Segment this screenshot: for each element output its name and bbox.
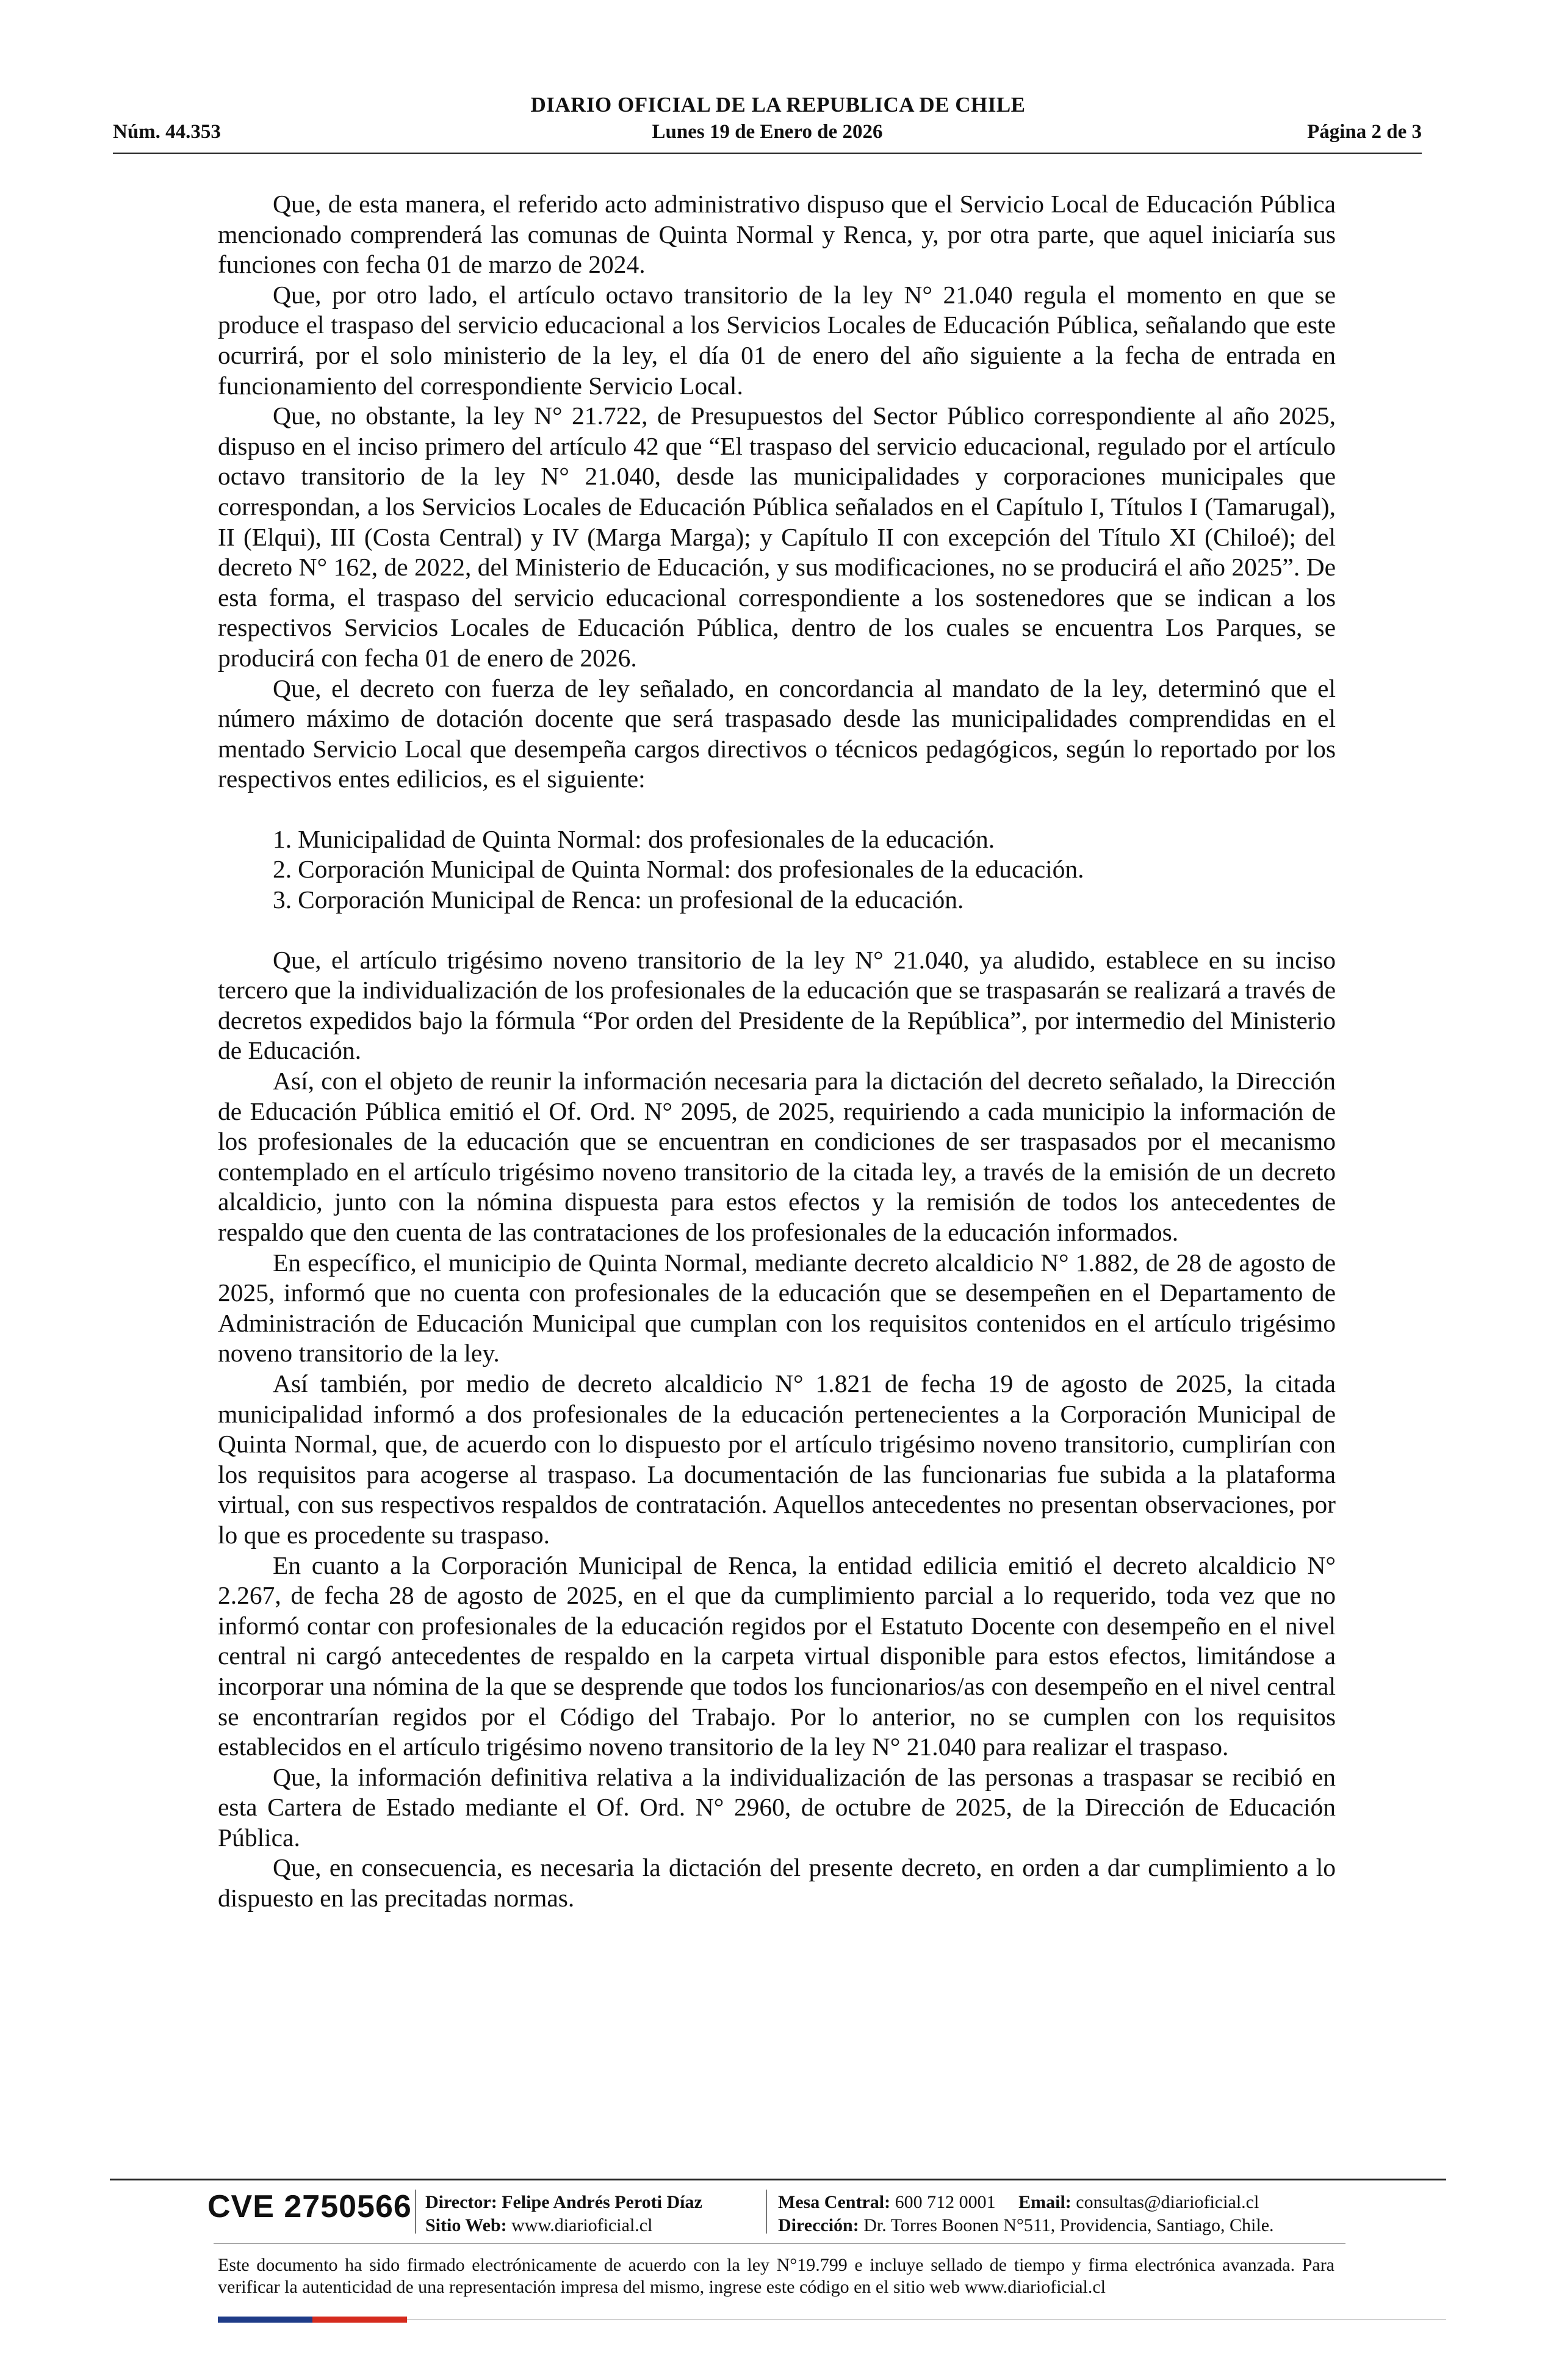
header-row — [113, 121, 1422, 148]
paragraph: Que, por otro lado, el artículo octavo transitorio de la ley N° 21.040 regula el momento en que se produce el traspaso del servicio educacional a los Servicios Locales de Educación Pública, señalando que este ocurrirá, por el solo ministerio de la ley, el día 01 de enero del año siguiente a la fecha de entrada en funcionamiento del correspondiente Servicio Local. — [218, 280, 1336, 400]
list-item — [273, 854, 1336, 885]
issue-date: Lunes 19 de Enero de 2026 — [652, 121, 883, 143]
gazette-title: DIARIO OFICIAL DE LA REPUBLICA DE CHILE — [530, 93, 1026, 117]
paragraph: Así, con el objeto de reunir la información necesaria para la dictación del decreto señalado, la Dirección de Educación Pública emitió el Of. Ord. N° 2095, de 2025, requiriendo a cada municipio la información de los profesionales de la educación que se encuentran en condiciones de ser traspasados por el mecanismo contemplado en el artículo trigésimo noveno transitorio de la citada ley, a través de la emisión de un decreto alcaldicio, junto con la nómina dispuesta para estos efectos y la remisión de todos los antecedentes de respaldo que den cuenta de las contrataciones de los profesionales de la educación informados. — [218, 1067, 1336, 1246]
footer-separator — [415, 2190, 416, 2234]
paragraph: Que, de esta manera, el referido acto administrativo dispuso que el Servicio Local de Educación Pública mencionado comprenderá las comunas de Quinta Normal y Renca, y, por otra parte, que aquel iniciaría sus funciones con fecha 01 de marzo de 2024. — [218, 190, 1336, 279]
director-label: Director: — [425, 2192, 497, 2212]
document-body — [218, 189, 1336, 1914]
page-indicator: Página 2 de 3 — [1307, 121, 1422, 143]
address-label: Dirección: — [778, 2215, 859, 2235]
paragraph: Que, la información definitiva relativa a la individualización de las personas a traspasar se recibió en esta Cartera de Estado mediante el Of. Ord. N° 2960, de octubre de 2025, de la Dirección de Educación Pública. — [218, 1762, 1336, 1852]
list-item-text: Corporación Municipal de Quinta Normal: dos profesionales de la educación. — [298, 855, 1084, 884]
dotation-list — [218, 824, 1336, 915]
header-divider — [113, 153, 1422, 154]
list-item-number: 1. — [273, 824, 292, 853]
chile-flag-stripe — [218, 2317, 407, 2323]
website-link[interactable]: www.diarioficial.cl — [511, 2215, 653, 2235]
issue-number: Núm. 44.353 — [113, 121, 221, 143]
phone-value: 600 712 0001 — [895, 2192, 996, 2212]
paragraph: Que, el decreto con fuerza de ley señalado, en concordancia al mandato de la ley, determinó que el número máximo de dotación docente que será traspasado desde las municipalidades comprendidas en el mentado Servicio Local que desempeña cargos directivos o técnicos pedagógicos, según lo reportado por los respectivos entes edilicios, es el siguiente: — [218, 674, 1336, 793]
address-value: Dr. Torres Boonen N°511, Providencia, Santiago, Chile. — [863, 2215, 1274, 2235]
footer-divider-mid — [214, 2243, 1345, 2244]
paragraph: En específico, el municipio de Quinta Normal, mediante decreto alcaldicio N° 1.882, de 28 de agosto de 2025, informó que no cuenta con profesionales de la educación que se desempeñen en el Departamento de Administración de Educación Municipal que cumplan con los requisitos contenidos en el artículo trigésimo noveno transitorio de la ley. — [218, 1248, 1336, 1368]
list-item-text: Corporación Municipal de Renca: un profesional de la educación. — [298, 885, 964, 914]
footer-contact-block — [778, 2191, 1274, 2237]
footer-director-block — [425, 2191, 702, 2237]
email-label: Email: — [1018, 2192, 1072, 2212]
footer-separator — [766, 2190, 767, 2234]
list-item-number: 2. — [273, 855, 292, 884]
paragraph: En cuanto a la Corporación Municipal de Renca, la entidad edilicia emitió el decreto alcaldicio N° 2.267, de fecha 28 de agosto de 2025, en el que da cumplimiento parcial a lo requerido, toda vez que no informó contar con profesionales de la educación regidos por el Estatuto Docente con desempeño en el nivel central ni cargó antecedentes de respaldo en la carpeta virtual disponible para estos efectos, limitándose a incorporar una nómina de la que se desprende que todos los funcionarios/as con desempeño en el nivel central se encontrarían regidos por el Código del Trabajo. Por lo anterior, no se cumplen con los requisitos establecidos en el artículo trigésimo noveno transitorio de la ley N° 21.040 para realizar el traspaso. — [218, 1551, 1336, 1761]
email-link[interactable]: consultas@diarioficial.cl — [1076, 2192, 1259, 2212]
paragraph: Que, en consecuencia, es necesaria la dictación del presente decreto, en orden a dar cumplimiento a lo dispuesto en las precitadas normas. — [218, 1853, 1336, 1913]
paragraph: Que, el artículo trigésimo noveno transitorio de la ley N° 21.040, ya aludido, establece en su inciso tercero que la individualización de los profesionales de la educación que se traspasarán se realizará a través de decretos expedidos bajo la fórmula “Por orden del Presidente de la República”, por intermedio del Ministerio de Educación. — [218, 945, 1336, 1065]
footer-divider-bottom — [407, 2319, 1446, 2320]
footer-divider-top — [110, 2179, 1446, 2180]
list-item — [273, 824, 1336, 855]
phone-label: Mesa Central: — [778, 2192, 891, 2212]
flag-blue-segment — [218, 2317, 312, 2323]
signature-note: Este documento ha sido firmado electrónicamente de acuerdo con la ley N°19.799 e incluye sellado de tiempo y firma electrónica avanzada. Para verificar la autenticidad de una representación impresa del mismo, ingrese este código en el sitio web www.diarioficial.cl — [218, 2255, 1334, 2297]
list-item-number: 3. — [273, 885, 292, 914]
paragraph: Así también, por medio de decreto alcaldicio N° 1.821 de fecha 19 de agosto de 2025, la citada municipalidad informó a dos profesionales de la educación pertenecientes a la Corporación Municipal de Quinta Normal, que, de acuerdo con lo dispuesto por el artículo trigésimo noveno transitorio, cumplirían con los requisitos para acogerse al traspaso. La documentación de las funcionarias fue subida a la plataforma virtual, con sus respectivos respaldos de contratación. Aquellos antecedentes no presentan observaciones, por lo que es procedente su traspaso. — [218, 1369, 1336, 1549]
paragraph: Que, no obstante, la ley N° 21.722, de Presupuestos del Sector Público correspondiente al año 2025, dispuso en el inciso primero del artículo 42 que “El traspaso del servicio educacional, regulado por el artículo octavo transitorio de la ley N° 21.040, desde las municipalidades y corporaciones municipales que correspondan, a los Servicios Locales de Educación Pública señalados en el Capítulo I, Títulos I (Tamarugal), II (Elqui), III (Costa Central) y IV (Marga Marga); y Capítulo II con excepción del Título XI (Chiloé); del decreto N° 162, de 2022, del Ministerio de Educación, y sus modificaciones, no se producirá el año 2025”. De esta forma, el traspaso del servicio educacional correspondiente a los sostenedores que se indican a los respectivos Servicios Locales de Educación Pública, dentro de los cuales se encuentra Los Parques, se producirá con fecha 01 de enero de 2026. — [218, 402, 1336, 672]
cve-code: CVE 2750566 — [207, 2189, 412, 2224]
list-item — [273, 885, 1336, 915]
director-name: Felipe Andrés Peroti Díaz — [502, 2192, 702, 2212]
website-label: Sitio Web: — [425, 2215, 507, 2235]
flag-red-segment — [312, 2317, 407, 2323]
list-item-text: Municipalidad de Quinta Normal: dos profesionales de la educación. — [298, 824, 995, 853]
